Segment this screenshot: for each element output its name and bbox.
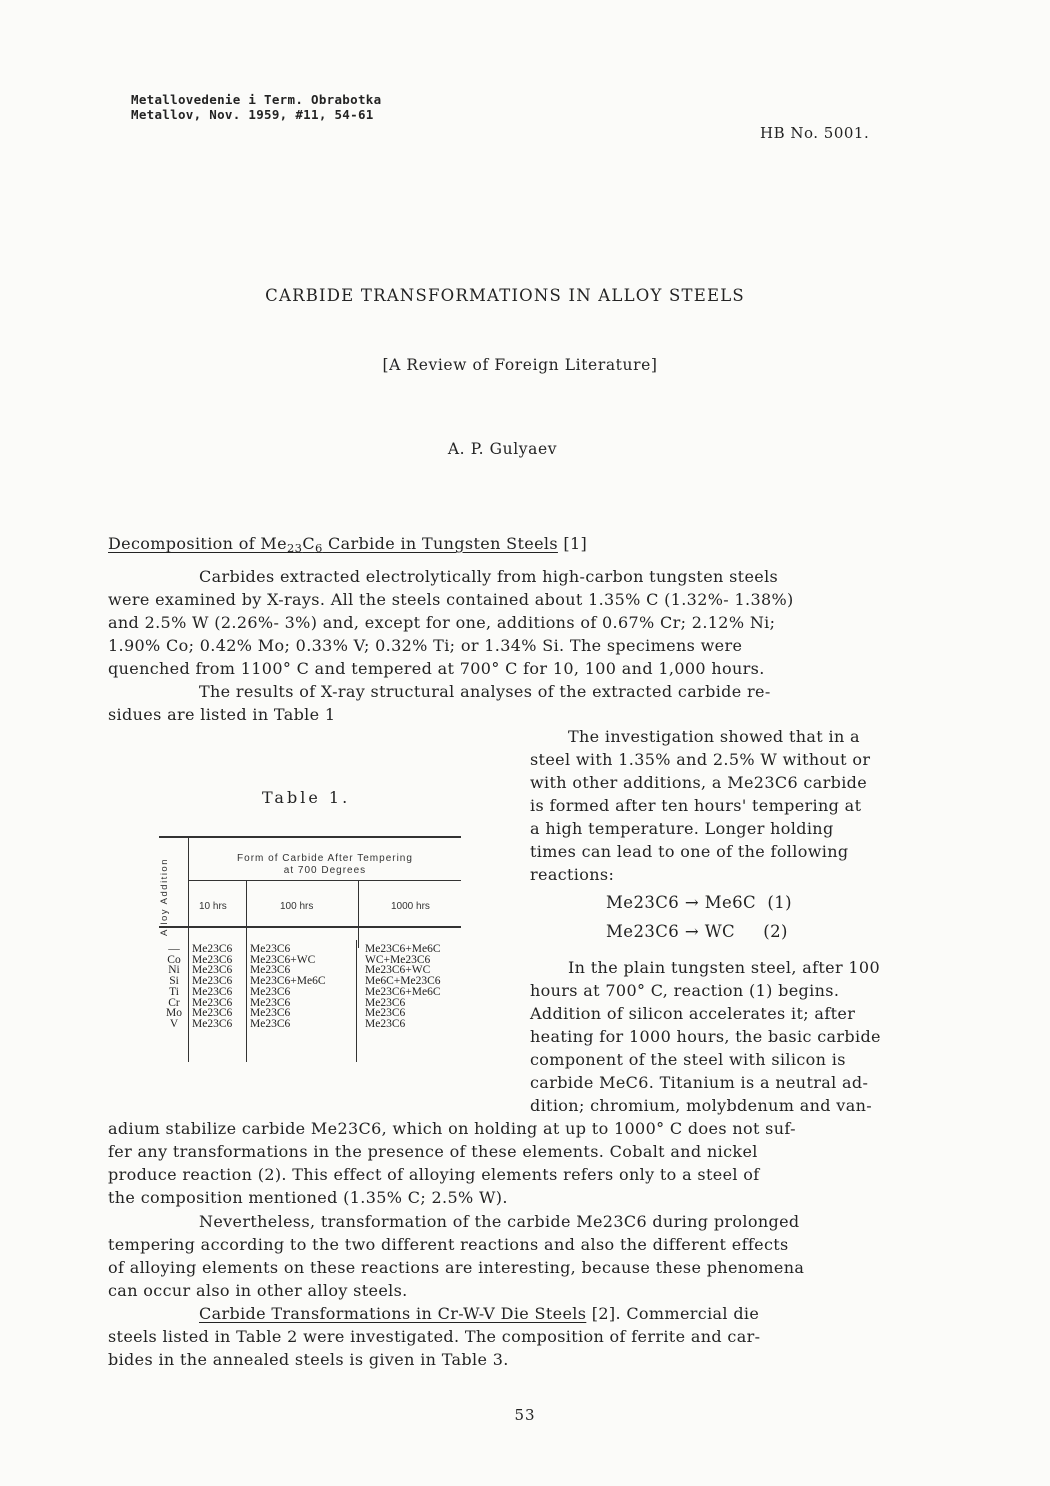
journal-line-2: Metallov, Nov. 1959, #11, 54-61 xyxy=(131,107,374,122)
right-column-text-2 xyxy=(530,956,881,1117)
table-cell: Ti xyxy=(169,985,179,998)
section2-heading: Carbide Transformations in Cr-W-V Die Steels xyxy=(199,1304,587,1323)
text-line: of alloying elements on these reactions are interesting, because these phenomena xyxy=(108,1258,805,1277)
text-line: is formed after ten hours' tempering at xyxy=(530,796,862,815)
table-cell: Me23C6+Me6C xyxy=(365,943,441,955)
text-line: heating for 1000 hours, the basic carbide xyxy=(530,1027,881,1046)
text-line: Carbides extracted electrolytically from high-carbon tungsten steels xyxy=(199,567,779,586)
table-cell: Me23C6+WC xyxy=(365,964,431,977)
text-line: component of the steel with silicon is xyxy=(530,1050,846,1069)
text-line: were examined by X-rays. All the steels contained about 1.35% C (1.32%- 1.38%) xyxy=(108,590,794,609)
reaction-2: Me23C6 → WC (2) xyxy=(606,922,788,941)
text-line: hours at 700° C, reaction (1) begins. xyxy=(530,981,840,1000)
table-header-form: Form of Carbide After Tempering at 700 Degrees xyxy=(237,853,413,876)
table-cell: Me23C6+WC xyxy=(250,953,316,966)
right-column-text xyxy=(530,725,870,886)
section1-heading xyxy=(108,532,587,555)
section1-heading-title: Decomposition of $Me_{23}C_6$ Carbide in Tungsten Steels xyxy=(108,534,558,555)
text-line: a high temperature. Longer holding xyxy=(530,819,834,838)
table-cell: Me23C6 xyxy=(365,996,406,1009)
table-100hrs-column xyxy=(250,944,326,1030)
text-line: can occur also in other alloy steels. xyxy=(108,1281,408,1300)
text-line: adium stabilize carbide Me23C6, which on holding at up to 1000° C does not suf- xyxy=(108,1119,796,1138)
table-cell: Me23C6 xyxy=(250,964,291,977)
text-line: times can lead to one of the following xyxy=(530,842,849,861)
table-1000hrs-column xyxy=(365,944,441,1030)
text-line: bides in the annealed steels is given in Table 3. xyxy=(108,1350,509,1369)
table-additions-column xyxy=(163,944,185,1030)
table-cell: Me23C6 xyxy=(250,985,291,998)
table-cell: Me23C6 xyxy=(250,1007,291,1020)
journal-line-1: Metallovedenie i Term. Obrabotka xyxy=(131,92,382,107)
table-cell: Me23C6 xyxy=(250,1017,291,1030)
text-line: 1.90% Co; 0.42% Mo; 0.33% V; 0.32% Ti; or 1.34% Si. The specimens were xyxy=(108,636,743,655)
table-top-rule xyxy=(159,836,461,838)
table-col-1000hrs: 1000 hrs xyxy=(391,901,430,912)
text-line: the composition mentioned (1.35% C; 2.5% W). xyxy=(108,1188,508,1207)
table-col-100hrs: 100 hrs xyxy=(280,901,314,912)
text-line: reactions: xyxy=(530,865,615,884)
table-cell: Me23C6+Me6C xyxy=(250,975,326,988)
table1-caption: Table 1. xyxy=(262,788,351,807)
reaction-1: Me23C6 → Me6C (1) xyxy=(606,893,792,912)
text-line: Addition of silicon accelerates it; after xyxy=(530,1004,856,1023)
table-cell: Co xyxy=(167,953,181,966)
table-10hrs-column xyxy=(192,944,232,1030)
article-author: A. P. Gulyaev xyxy=(447,440,558,458)
section1-reference: [1] xyxy=(557,534,588,553)
table-cell: Me23C6 xyxy=(192,975,233,988)
table-cell: Me23C6 xyxy=(192,1007,233,1020)
paragraph-2 xyxy=(108,680,771,726)
table-cell: WC+Me23C6 xyxy=(365,953,431,966)
table-cell: Me23C6 xyxy=(365,1007,406,1020)
text-line: fer any transformations in the presence of these elements. Cobalt and nickel xyxy=(108,1142,758,1161)
text-line: In the plain tungsten steel, after 100 xyxy=(568,958,880,977)
text-line: carbide MeC6. Titanium is a neutral ad- xyxy=(530,1073,869,1092)
article-title: CARBIDE TRANSFORMATIONS IN ALLOY STEELS xyxy=(265,286,745,305)
table-header-rule xyxy=(189,880,461,881)
paragraph-4 xyxy=(108,1210,804,1302)
paragraph-3 xyxy=(108,1117,796,1209)
table-col-10hrs: 10 hrs xyxy=(199,901,227,912)
table-cell: Me23C6 xyxy=(192,953,233,966)
text-line: The results of X-ray structural analyses of the extracted carbide re- xyxy=(199,682,771,701)
text-line: quenched from 1100° C and tempered at 700° C for 10, 100 and 1,000 hours. xyxy=(108,659,765,678)
table-cell: Me23C6 xyxy=(365,1017,406,1030)
hb-number: HB No. 5001. xyxy=(760,124,870,142)
text-line: steel with 1.35% and 2.5% W without or xyxy=(530,750,871,769)
text-line: and 2.5% W (2.26%- 3%) and, except for one, additions of 0.67% Cr; 2.12% Ni; xyxy=(108,613,776,632)
table-cell: Me23C6 xyxy=(250,996,291,1009)
table-cell: Me23C6 xyxy=(192,1017,233,1030)
table-cell: — xyxy=(168,943,180,955)
table-cell: Me23C6 xyxy=(250,943,291,955)
table-mid-rule xyxy=(159,926,461,928)
table-cell: Me23C6 xyxy=(192,996,233,1009)
table-body-divider-1 xyxy=(246,940,247,1062)
table-cell: Mo xyxy=(166,1007,182,1020)
text-line: steels listed in Table 2 were investigated. The composition of ferrite and car- xyxy=(108,1327,761,1346)
text-line: produce reaction (2). This effect of alloying elements refers only to a steel of xyxy=(108,1165,760,1184)
text-line: Nevertheless, transformation of the carbide Me23C6 during prolonged xyxy=(199,1212,800,1231)
journal-reference xyxy=(131,92,381,122)
table-col-divider-1 xyxy=(246,880,247,948)
table-cell: Ni xyxy=(168,964,180,977)
table-cell: Me23C6+Me6C xyxy=(365,985,441,998)
table-body-divider-2 xyxy=(356,940,357,1062)
paragraph-1 xyxy=(108,565,794,680)
table-cell: Si xyxy=(169,975,179,988)
table-alloy-addition-label: Alloy Addition xyxy=(159,858,170,937)
text-line: dition; chromium, molybdenum and van- xyxy=(530,1096,872,1115)
table-cell: Me6C+Me23C6 xyxy=(365,975,441,988)
table1 xyxy=(155,836,462,1068)
table-col-divider-2 xyxy=(358,880,359,948)
section2 xyxy=(108,1302,760,1371)
text-line: sidues are listed in Table 1 xyxy=(108,705,336,724)
table-body-divider-0 xyxy=(188,940,189,1062)
text-line: tempering according to the two different reactions and also the different effects xyxy=(108,1235,789,1254)
section2-heading-line xyxy=(108,1302,760,1325)
table-cell: Cr xyxy=(168,996,180,1009)
table-cell: Me23C6 xyxy=(192,964,233,977)
section2-heading-tail: [2]. Commercial die xyxy=(586,1304,760,1323)
table-cell: Me23C6 xyxy=(192,985,233,998)
article-subtitle: [A Review of Foreign Literature] xyxy=(382,356,658,374)
table-cell: Me23C6 xyxy=(192,943,233,955)
table-cell: V xyxy=(169,1017,179,1030)
text-line: The investigation showed that in a xyxy=(568,727,860,746)
page-number: 53 xyxy=(514,1406,536,1424)
text-line: with other additions, a Me23C6 carbide xyxy=(530,773,868,792)
